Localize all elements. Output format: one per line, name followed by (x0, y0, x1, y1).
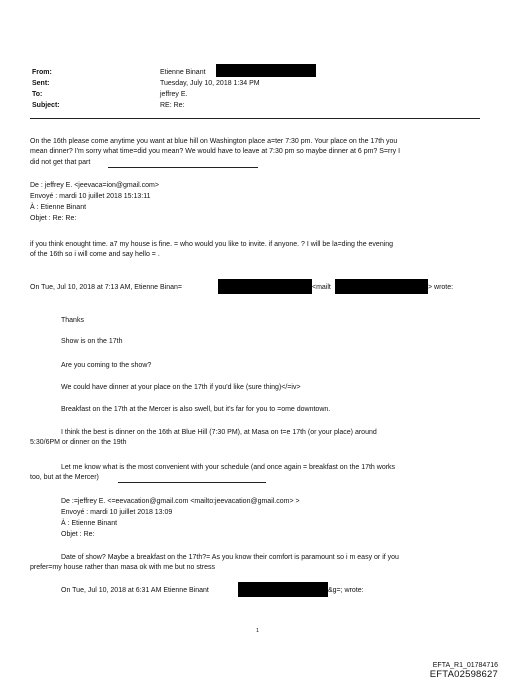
reply-attribution: On Tue, Jul 10, 2018 at 7:13 AM, Etienne Binan= (30, 284, 182, 291)
reply-mailto: <mailt (312, 284, 331, 291)
from-label: From: (32, 69, 52, 76)
quoted-line: 5:30/6PM or dinner on the 19th (30, 439, 127, 446)
underline-rule (108, 167, 258, 168)
quoted-line: I think the best is dinner on the 16th at Blue Hill (7:30 PM), at Masa on t=e 17th (or your place) around (61, 429, 377, 436)
reply-wrote: > wrote: (428, 284, 454, 291)
redaction-box (216, 64, 316, 77)
quoted-line: prefer=my house rather than masa ok with me but no stress (30, 564, 216, 571)
quote-to: À : Etienne Binant (30, 204, 87, 211)
sent-label: Sent: (32, 80, 50, 87)
quoted-line: Breakfast on the 17th at the Mercer is also swell, but it's far for you to =ome downtown. (61, 406, 331, 413)
quote-sent: Envoyé : mardi 10 juillet 2018 15:13:11 (30, 193, 151, 200)
to-label: To: (32, 91, 43, 98)
bates-number-primary: EFTA_R1_01784716 (432, 662, 498, 669)
quoted-line: We could have dinner at your place on the 17th if you'd like (sure thing)</=iv> (61, 384, 301, 391)
reply-wrote: &g=; wrote: (328, 587, 364, 594)
to-value: jeffrey E. (160, 91, 188, 98)
subject-value: RE: Re: (160, 102, 185, 109)
sent-value: Tuesday, July 10, 2018 1:34 PM (160, 80, 260, 87)
body-line: mean dinner? I'm sorry what time=did you mean? We would have to leave at 7:30 pm so maybe dinner at 6 pm? S=rry I (30, 148, 401, 155)
quote-subject: Objet : Re: (61, 531, 95, 538)
quote-to: À : Etienne Binant (61, 520, 118, 527)
body-line: if you think enought time. a7 my house is fine. = who would you like to invite. if anyone. ? I will be la=ding the evening (30, 241, 394, 248)
quote-from: De :=jeffrey E. <=eevacation@gmail.com <mailto:jeevacation@gmail.com> > (61, 498, 300, 505)
subject-label: Subject: (32, 102, 60, 109)
quote-sent: Envoyé : mardi 10 juillet 2018 13:09 (61, 509, 173, 516)
header-divider (30, 118, 480, 119)
quoted-line: Show is on the 17th (61, 338, 123, 345)
redaction-box (238, 582, 328, 597)
quoted-line: Date of show? Maybe a breakfast on the 17th?= As you know their comfort is paramount so i m easy or if you (61, 554, 399, 561)
quoted-line: too, but at the Mercer) (30, 474, 99, 481)
body-line: of the 16th so i will come and say hello = . (30, 251, 160, 258)
from-value: Etienne Binant (160, 69, 206, 76)
quoted-line: Are you coming to the show? (61, 362, 152, 369)
underline-rule (118, 482, 266, 483)
bates-number-secondary: EFTA02598627 (429, 669, 498, 680)
page-number: 1 (256, 628, 260, 634)
redaction-box (218, 279, 312, 294)
quote-from: De : jeffrey E. <jeevaca=ion@gmail.com> (30, 182, 159, 189)
quoted-line: Thanks (61, 317, 84, 324)
body-line: On the 16th please come anytime you want at blue hill on Washington place a=ter 7:30 pm. Your place on the 17th you (30, 138, 398, 145)
redaction-box (335, 279, 428, 294)
reply-attribution: On Tue, Jul 10, 2018 at 6:31 AM Etienne Binant (61, 587, 209, 594)
body-line: did not get that part (30, 159, 91, 166)
quote-subject: Objet : Re: Re: (30, 215, 77, 222)
quoted-line: Let me know what is the most convenient with your schedule (and once again = breakfast on the 17th works (61, 464, 396, 471)
